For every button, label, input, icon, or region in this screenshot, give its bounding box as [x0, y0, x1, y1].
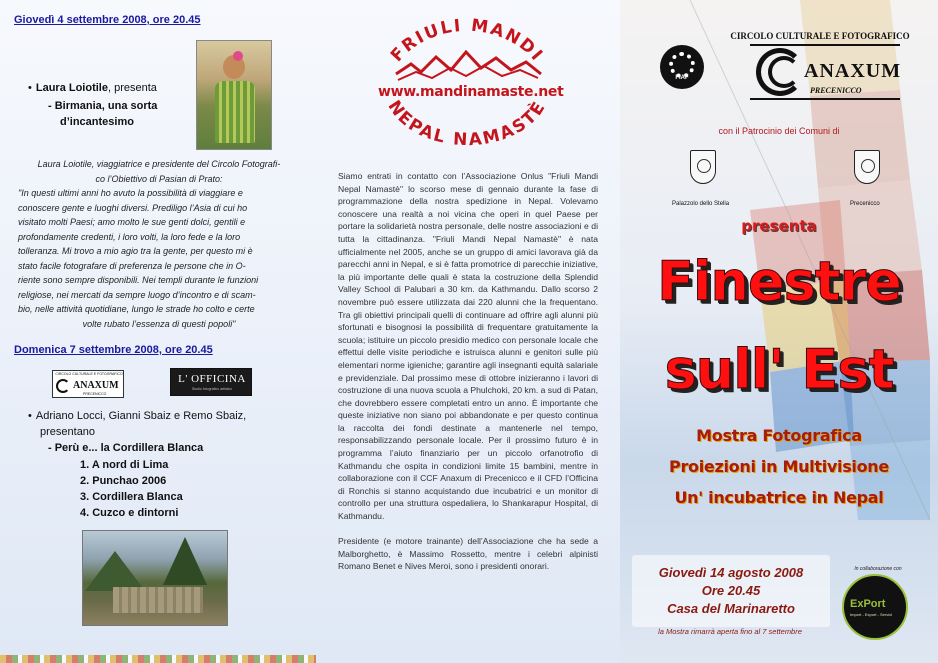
sponsor-logo [842, 566, 914, 640]
bio-line: riente sono sempre disponibili. Nei templi durante le funzioni [18, 275, 259, 285]
club-heading: CIRCOLO CULTURALE E FOTOGRAFICO [730, 31, 910, 41]
event1-date: Giovedì 4 settembre 2008, ore 20.45 [14, 14, 201, 26]
presenter-name: Laura Loiotile [35, 82, 108, 94]
presents-label: presenta [741, 217, 817, 235]
anaxum-small-heading: CIRCOLO CULTURALE E FOTOGRAFICO [55, 372, 123, 376]
portrait-flower [233, 51, 243, 61]
machu-picchu-photo [82, 530, 228, 626]
middle-column [316, 0, 620, 663]
palazzolo-crest-icon [690, 150, 716, 184]
event1-presenter [28, 82, 157, 94]
patronage-text: con il Patrocinio dei Comuni di [718, 126, 840, 136]
fiaf-logo [660, 45, 704, 89]
officina-name: L' OFFICINA [178, 373, 246, 385]
portrait-dress [215, 81, 255, 143]
event1-talk-title-2: d’incantesimo [60, 116, 134, 128]
subtitle-1: Mostra Fotografica [696, 426, 862, 445]
exhibition-note: la Mostra rimarrà aperta fino al 7 settembre [658, 627, 802, 636]
sponsor-sub: Import - Export - Servizi [850, 612, 893, 617]
bullet-icon: • [28, 410, 32, 422]
sponsor-name: ExPort [850, 598, 886, 610]
title-line-1: Finestre [657, 250, 901, 313]
association-text [338, 170, 598, 586]
presenters-line-2: presentano [40, 426, 96, 438]
program-item: 2. Punchao 2006 [80, 475, 167, 487]
right-column [620, 0, 938, 663]
club-name: ANAXUM [804, 60, 902, 82]
presenters-line-1: Adriano Locci, Gianni Sbaiz e Remo Sbaiz, [35, 410, 247, 422]
title-line-2: sull' Est [664, 338, 894, 401]
officina-sub: Studio fotografico artistico [191, 387, 233, 391]
bio-line: visitato molti Paesi; amo molto le sue genti dolci, gentili e [18, 217, 246, 227]
camera-ring-icon [56, 379, 70, 393]
presenter-bio [18, 157, 300, 331]
anaxum-logo-small [52, 370, 124, 398]
event2-date: Domenica 7 settembre 2008, ore 20.45 [14, 344, 213, 356]
event-place: Casa del Marinaretto [667, 601, 795, 616]
anaxum-logo [750, 44, 900, 100]
event-info-box [632, 555, 830, 627]
bio-line: bio, nelle attività quotidiane, lungo le strade ho colto e certe [18, 304, 255, 314]
officina-logo [170, 368, 252, 396]
bio-line: "In questi ultimi anni ho avuto la possibilità di viaggiare e [18, 188, 243, 198]
bio-line: co l’Obiettivo di Pasian di Prato: [95, 173, 223, 184]
anaxum-small-place: PRECENICCO [83, 392, 107, 396]
bio-line: tolleranza. Mi trovo a mio agio tra la gente, per questo mi è [18, 246, 253, 256]
event-date: Giovedì 14 agosto 2008 [658, 565, 804, 580]
program-item: 4. Cuzco e dintorni [80, 507, 179, 519]
left-column [0, 0, 316, 663]
bio-line: Laura Loiotile, viaggiatrice e presidente del Circolo Fotografi- [37, 159, 281, 169]
mountain-shape [163, 537, 207, 585]
event2-talk-title: - Perù e... la Cordillera Blanca [48, 442, 204, 454]
logo-top-text: FRIULI MANDI [386, 15, 548, 66]
bio-line: volte rubato l’essenza di questi popoli" [82, 318, 236, 329]
logo-bottom-text: NEPAL NAMASTÈ [383, 97, 551, 151]
portrait-photo [196, 40, 272, 150]
fiaf-label: FIAF [675, 75, 689, 81]
association-url[interactable]: www.mandinamaste.net [378, 84, 564, 100]
anaxum-small-name: ANAXUM [73, 380, 119, 391]
mountain-shape [85, 551, 145, 591]
bio-line: conoscere gente e luoghi diversi. Prediligo l’Asia di cui ho [18, 202, 248, 213]
paragraph: Siamo entrati in contatto con l’Associazione Onlus "Friuli Mandi Nepal Namastè" lo scorso mese di gennaio durante la fase di programmazione della nostra spedizione in Nepal. Volevamo conoscere una realtà a noi vicina che operi in quel Paese per portare la solidarietà nostra personale, delle nostre associazioni e di tutta la cittadinanza. "Friuli Mandi Nepal Namastè" è nata ufficialmente nel 2005, anche se un gruppo di amici lavorava già da parecchi anni in Nepal, e si è fatta promotrice di parecchie iniziative, la più importante delle quali è stata la costruzione della Splendid Valley School di Palubari a 30 km. da Kathmandu. Dallo scorso 2 novembre può essere utilizzata dai 220 alunni che la frequentano. Tra gli obiettivi principali quelli di continuare ad offrire agli alunni più sfortunati e bisognosi la possibilità di frequentare gratuitamente la scuola; istituire un piccolo presidio medico con personale locale che effettui delle visite periodiche e istruisca alunni e genitori sulle più elementari norme igieniche; garantire agli insegnanti equità salariale e previdenziale. Dal prossimo mese di ottobre inizieranno i lavori di costruzione di una nuova scuola a Phulchoki, 20 km. a sud di Patan, che dovrebbero essere completati entro un anno. È importante che queste iniziative non siano poi abbandonate e per questo continua la raccolta dei fondi destinate a mantenerle nel tempo, responsabilizzando personale locale. Per il prossimo futuro è in programma l’aiuto finanziario per un piccolo orfanotrofio di Kathmandu che ospita in condizioni limite 15 bambini, mentre in collaborazione con il CCF Anaxum di Precenicco e il CFD l’Officina di Ronchis si stanno acquistando due incubatrici e un monitor di controllo per una struttura ospedaliera, lo Shankarapur Hospital, di Kathmandu. [338, 171, 598, 522]
club-place: PRECENICCO [810, 86, 862, 95]
municipality-label: Precenicco [850, 201, 880, 207]
program-item: 1. A nord di Lima [80, 459, 169, 471]
precenicco-crest-icon [854, 150, 880, 184]
bullet-icon: • [28, 82, 32, 94]
program-item: 3. Cordillera Blanca [80, 491, 183, 503]
bio-line: religiose, nei mercati da sempre luogo d’incontro e di scam- [18, 289, 256, 300]
municipality-label: Palazzolo dello Stella [672, 201, 730, 207]
subtitle-3: Un' incubatrice in Nepal [674, 488, 884, 507]
decorative-strip [0, 655, 316, 663]
ruins-shape [113, 587, 203, 613]
event-time: Ore 20.45 [701, 583, 761, 598]
event2-presenters [28, 410, 246, 422]
sponsor-pretext: In collaborazione con [854, 566, 902, 572]
presenter-verb: , presenta [107, 82, 157, 94]
subtitle-2: Proiezioni in Multivisione [669, 457, 889, 476]
bio-line: profondamente credenti, i loro volti, la loro fede e la loro [18, 231, 241, 242]
paragraph: Presidente (e motore trainante) dell’Associazione che ha sede a Malborghetto, è Massimo Rossetto, mentre i celebri alpinisti Romano Benet e Nives Meroi, sono i presidenti onorari. [338, 536, 598, 572]
camera-ring-icon [768, 56, 800, 88]
bio-line: stato facile fotografare di preferenza le persone che in O- [18, 260, 246, 271]
event1-talk-title-1: - Birmania, una sorta [48, 100, 158, 112]
